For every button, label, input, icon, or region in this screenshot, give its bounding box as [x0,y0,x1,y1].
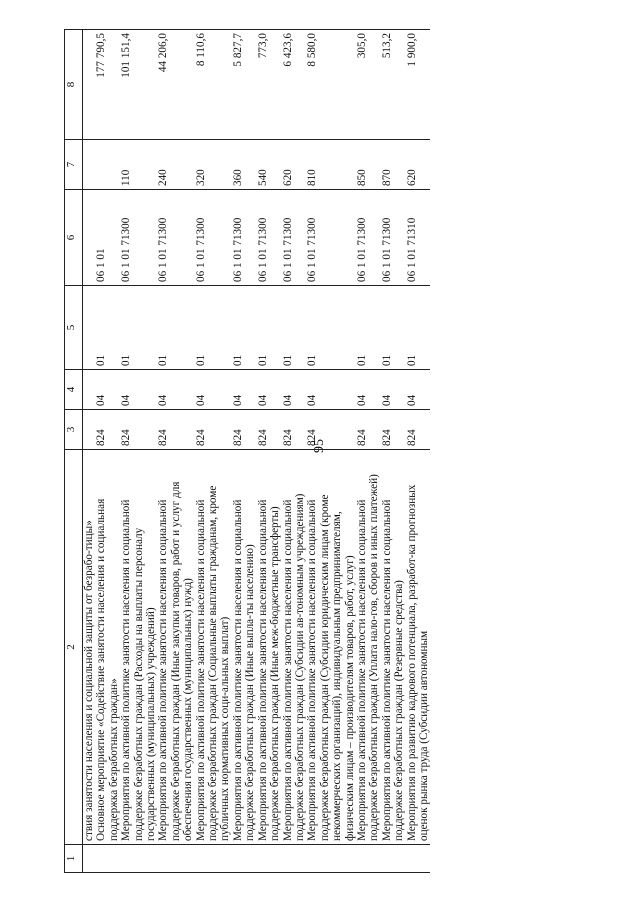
col-6-cell: 06 1 01 71300 [356,190,381,286]
table-body [83,30,431,873]
table-row [232,30,257,873]
table-row [356,30,381,873]
col-header-1: 1 [65,845,83,873]
row-number-cell [381,845,406,873]
amount-cell: 305,0 [356,30,381,140]
row-number-cell [195,845,232,873]
col-5-cell: 01 [95,286,120,370]
col-3-cell: 824 [406,410,431,450]
row-name-cell: Мероприятия по развитию кадрового потенциала, разработ-ка прогнозных оценок рынка труда (Субсидии автономным [406,450,431,845]
col-3-cell [83,410,96,450]
col-6-cell [83,190,96,286]
row-number-cell [120,845,157,873]
row-number-cell [83,845,96,873]
row-number-cell [95,845,120,873]
col-5-cell: 01 [195,286,232,370]
rotated-page [64,30,633,873]
col-4-cell: 04 [356,370,381,410]
amount-cell: 101 151,4 [120,30,157,140]
col-header-7: 7 [65,140,83,190]
col-6-cell: 06 1 01 71300 [306,190,356,286]
row-name-cell: Мероприятия по активной политике занятости населения и социальной поддержке безработных граждан (Субсидии ав-тономным учреждениям) [282,450,307,845]
col-7-cell: 850 [356,140,381,190]
table-row [406,30,431,873]
col-header-2: 2 [65,450,83,845]
col-6-cell: 06 1 01 71300 [195,190,232,286]
col-4-cell: 04 [257,370,282,410]
col-7-cell [83,140,96,190]
row-name-cell: Мероприятия по активной политике занятости населения и социальной поддержке безработных граждан (Иные выпла-ты населению) [232,450,257,845]
row-name-cell: Мероприятия по активной политике занятости населения и социальной поддержке безработных граждан (Социальные выплаты гражданам, кроме публичных нормативных соци-альных выплат) [195,450,232,845]
row-name-cell: Мероприятия по активной политике занятости населения и социальной поддержке безработных граждан (Резервные средства) [381,450,406,845]
col-7-cell: 240 [157,140,194,190]
table-row [195,30,232,873]
col-4-cell: 04 [381,370,406,410]
col-5-cell: 01 [406,286,431,370]
row-number-cell [356,845,381,873]
col-header-5: 5 [65,286,83,370]
col-3-cell: 824 [195,410,232,450]
col-header-8: 8 [65,30,83,140]
row-name-cell: Мероприятия по активной политике занятости населения и социальной поддержке безработных граждан (Уплата нало-гов, сборов и иных платежей) [356,450,381,845]
col-7-cell: 870 [381,140,406,190]
col-4-cell: 04 [157,370,194,410]
row-number-cell [232,845,257,873]
col-4-cell: 04 [306,370,356,410]
col-5-cell [83,286,96,370]
col-header-3: 3 [65,410,83,450]
table-row [83,30,96,873]
budget-table [64,29,430,873]
col-3-cell: 824 [381,410,406,450]
col-4-cell: 04 [406,370,431,410]
table-row [381,30,406,873]
col-6-cell: 06 1 01 71300 [120,190,157,286]
col-7-cell: 620 [406,140,431,190]
row-number-cell [157,845,194,873]
col-7-cell: 320 [195,140,232,190]
col-3-cell: 824 [120,410,157,450]
table-row [306,30,356,873]
col-7-cell [95,140,120,190]
col-5-cell: 01 [157,286,194,370]
col-3-cell: 824 [257,410,282,450]
row-number-cell [306,845,356,873]
amount-cell: 44 206,0 [157,30,194,140]
col-4-cell: 04 [282,370,307,410]
col-3-cell: 824 [157,410,194,450]
col-header-6: 6 [65,190,83,286]
col-6-cell: 06 1 01 71300 [257,190,282,286]
row-name-cell: Основное мероприятие «Содействие занятости населения и социальная поддержка безработных граждан» [95,450,120,845]
header-row [65,30,83,873]
col-7-cell: 810 [306,140,356,190]
col-5-cell: 01 [282,286,307,370]
row-number-cell [282,845,307,873]
table-row [257,30,282,873]
amount-cell: 6 423,6 [282,30,307,140]
row-name-cell: Мероприятия по активной политике занятости населения и социальной поддержке безработных граждан (Расходы на выплаты персоналу государственных (муниципальных) учреждений) [120,450,157,845]
col-4-cell: 04 [120,370,157,410]
col-7-cell: 360 [232,140,257,190]
row-name-cell: Мероприятия по активной политике занятости населения и социальной поддержке безработных граждан (Иные закупки товаров, работ и услуг для обеспечения государственных (муниципальных) нужд) [157,450,194,845]
table-row [95,30,120,873]
col-3-cell: 824 [306,410,356,450]
page-number: 95 [312,439,327,453]
col-header-4: 4 [65,370,83,410]
col-5-cell: 01 [306,286,356,370]
col-5-cell: 01 [120,286,157,370]
amount-cell: 8 580,0 [306,30,356,140]
col-3-cell: 824 [232,410,257,450]
col-4-cell [83,370,96,410]
amount-cell: 8 110,6 [195,30,232,140]
table-row [120,30,157,873]
col-3-cell: 824 [282,410,307,450]
amount-cell [83,30,96,140]
row-name-cell: ствия занятости населения и социальной защиты от безрабо-тицы» [83,450,96,845]
col-6-cell: 06 1 01 71300 [157,190,194,286]
amount-cell: 177 790,5 [95,30,120,140]
col-6-cell: 06 1 01 71300 [282,190,307,286]
amount-cell: 513,2 [381,30,406,140]
col-6-cell: 06 1 01 71310 [406,190,431,286]
row-name-cell: Мероприятия по активной политике занятости населения и социальной поддержке безработных граждан (Субсидии юридическим лицам (кроме некоммерческих организаций), индивидуальным предпринимателям, физическим лицам – производителям товаров, работ, услуг) [306,450,356,845]
col-5-cell: 01 [381,286,406,370]
row-number-cell [406,845,431,873]
col-6-cell: 06 1 01 [95,190,120,286]
col-7-cell: 620 [282,140,307,190]
col-4-cell: 04 [232,370,257,410]
col-6-cell: 06 1 01 71300 [232,190,257,286]
col-3-cell: 824 [356,410,381,450]
amount-cell: 1 900,0 [406,30,431,140]
col-4-cell: 04 [95,370,120,410]
row-name-cell: Мероприятия по активной политике занятости населения и социальной поддержке безработных граждан (Иные меж-бюджетные трансферты) [257,450,282,845]
col-5-cell: 01 [232,286,257,370]
col-7-cell: 110 [120,140,157,190]
row-number-cell [257,845,282,873]
col-7-cell: 540 [257,140,282,190]
table-row [282,30,307,873]
amount-cell: 5 827,7 [232,30,257,140]
col-3-cell: 824 [95,410,120,450]
table-row [157,30,194,873]
col-5-cell: 01 [257,286,282,370]
col-5-cell: 01 [356,286,381,370]
col-4-cell: 04 [195,370,232,410]
col-6-cell: 06 1 01 71300 [381,190,406,286]
amount-cell: 773,0 [257,30,282,140]
